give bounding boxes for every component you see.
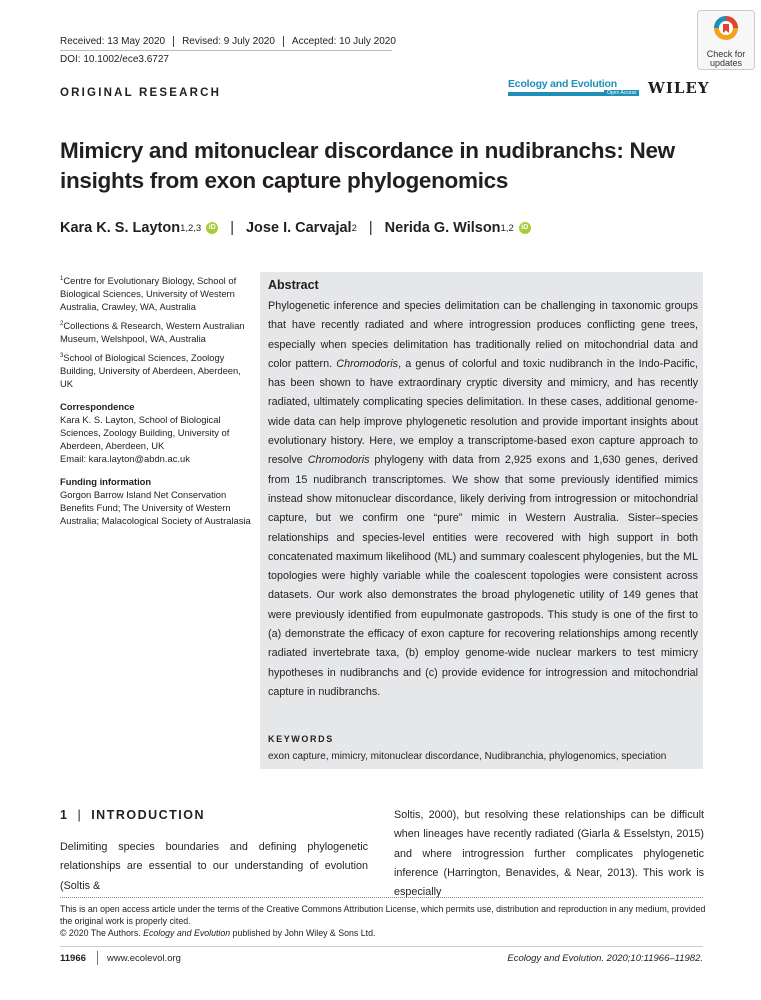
section-title: INTRODUCTION [91,808,206,822]
affiliation-number: 2 [60,321,64,328]
article-dates [60,36,404,47]
abstract-heading: Abstract [268,278,319,292]
affiliation-text: School of Biological Sciences, Zoology Building, University of Aberdeen, Aberdeen, UK [60,352,241,390]
journal-website[interactable]: www.ecolevol.org [107,953,181,964]
funding-heading: Funding information [60,476,152,488]
affiliation-item [60,350,252,390]
funding-text: Gorgon Barrow Island Net Conservation Benefits Fund; The University of Western Australia; Malacological Society of Australasia [60,489,251,527]
doi[interactable]: DOI: 10.1002/ece3.6727 [60,54,169,65]
abstract-text: phylogeny with data from 2,925 exons and 1,630 genes, derived from 15 nudibranch transcriptomes. We show that some previously identified mimics instead show mitonuclear discordance, likely deriving from introgression or mitochondrial capture, but we confirm one “pure” mimic in Western Australia. Sister–species relationships and species-level entities were recovered with high support in both concatenated maximum likelihood (ML) and summary coalescent phylogenies, but the ML topologies were highly variable while the coalescent topologies were consistent across datasets. Our work also demonstrates the broad phylogenetic utility of 149 genes that were previously identified from eupulmonate gastropods. This study is one of the first to (a) demonstrate the efficacy of exon capture for recovering relationships among recently radiated invertebrate taxa, (b) employ genome-wide nuclear markers to test mimicry hypotheses in nudibranchs and (c) provide evidence for introgression and mitochondrial capture in nudibranchs. [268,454,698,698]
author-name[interactable]: Jose I. Carvajal [245,220,352,236]
author-affil: 1,2,3 [180,222,202,234]
author-separator: | [230,220,234,236]
affiliation-number: 3 [60,353,64,360]
introduction-heading [60,808,205,822]
author-separator: | [368,220,373,236]
section-number: 1 [60,808,69,822]
publisher-logo[interactable]: WILEY [648,79,710,97]
journal-logo[interactable]: Ecology and Evolution [508,78,617,90]
accepted-date: Accepted: 10 July 2020 [291,36,396,47]
orcid-icon[interactable]: iD [206,222,218,234]
license-text: This is an open access article under the terms of the Creative Commons Attribution License, which permits use, distribution and reproduction in any medium, provided the original work is properly cited. [60,904,706,926]
check-updates-line1: Check for [706,49,746,59]
license-divider [60,897,703,898]
article-title: Mimicry and mitonuclear discordance in nudibranchs: New insights from exon capture phylogenomics [60,138,675,193]
heading-separator: | [77,808,83,822]
footer-divider [60,946,703,947]
author-name[interactable]: Nerida G. Wilson [384,220,501,236]
header-divider [60,50,392,51]
affiliations-column [60,273,252,532]
copyright-prefix: © 2020 The Authors. [60,928,144,938]
affiliation-text: Centre for Evolutionary Biology, School of Biological Sciences, University of Western Australia, Crawley, WA, Australia [60,275,237,313]
check-updates-line2: updates [709,58,743,68]
correspondence-email[interactable]: Email: kara.layton@abdn.ac.uk [60,453,190,465]
received-date: Received: 13 May 2020 [60,36,174,47]
revised-date: Revised: 9 July 2020 [174,36,284,47]
open-access-badge: Open Access [604,90,639,96]
keywords-list: exon capture, mimicry, mitonuclear discordance, Nudibranchia, phylogenomics, speciation [268,751,667,762]
page-number: 11966 [60,953,86,964]
author-affil: 1,2 [500,222,514,234]
correspondence-address: Kara K. S. Layton, School of Biological Sciences, Zoology Building, University of Aberdeen, Aberdeen, UK [60,414,230,452]
correspondence-text [60,413,252,465]
check-updates-icon [713,15,739,41]
abstract-genus: Chromodoris [336,357,399,370]
affiliation-text: Collections & Research, Western Australian Museum, Welshpool, WA, Australia [60,320,245,345]
check-for-updates-button[interactable] [697,10,755,70]
abstract-body [268,297,698,702]
citation: Ecology and Evolution. 2020;10:11966–11982. [507,953,703,964]
abstract-genus: Chromodoris [307,454,370,467]
abstract-text: Phylogenetic inference and species delimitation can be challenging in taxonomic groups that have recently radiated and where introgression produces conflicting gene trees, especially when species delimitation has traditionally relied on mitochondrial data and color pattern. [268,300,698,370]
affiliation-number: 1 [60,276,64,282]
affiliation-item [60,318,252,345]
abstract-text: , a genus of colorful and toxic nudibranch in the Indo-Pacific, has been shown to have extraordinary cryptic diversity and mimicry, and has recently radiated, ultimately complicating species delimitation. In these cases, additional genome-wide data can help improve phylogenetic resolution and provide important insights about evolutionary history. Here, we employ a transcriptome-based exon capture approach to resolve [268,357,698,467]
section-label: ORIGINAL RESEARCH [60,87,222,99]
author-name[interactable]: Kara K. S. Layton [60,220,181,236]
keywords-heading: KEYWORDS [268,734,334,744]
author-affil: 2 [351,222,357,234]
introduction-right-column: Soltis, 2000), but resolving these relationships can be difficult when lineages have recently radiated (Giarla & Esselstyn, 2015) and where introgression further complicates phylogenetic inference (Harrington, Benavides, & Near, 2013). This work is especially [394,809,704,899]
orcid-icon[interactable]: iD [519,222,531,234]
copyright-journal: Ecology and Evolution [143,928,231,938]
author-list [60,220,531,236]
license-notice [60,903,710,939]
footer-separator [97,951,98,965]
copyright-suffix: published by John Wiley & Sons Ltd. [230,928,376,938]
copyright-line [60,927,710,939]
affiliation-item [60,273,252,313]
correspondence-heading: Correspondence [60,401,135,413]
introduction-left-column: Delimiting species boundaries and defining phylogenetic relationships are essential to our understanding of evolution (Soltis & [60,841,368,892]
